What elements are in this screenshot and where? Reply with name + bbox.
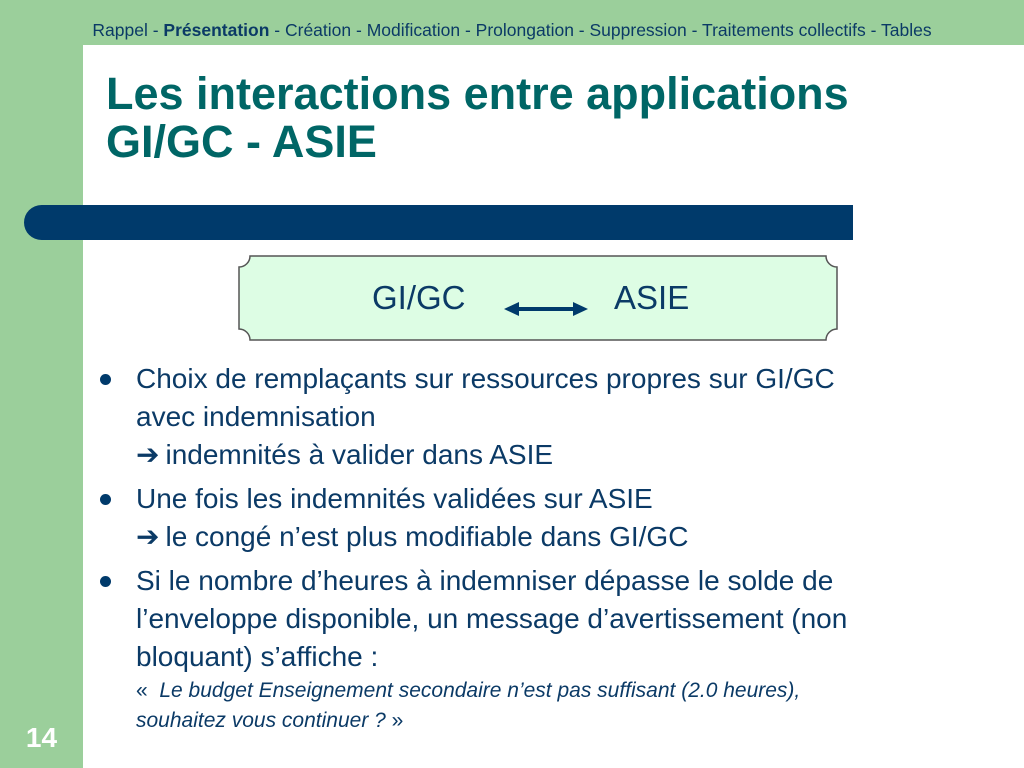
navigation-breadcrumb: Rappel - Présentation - Création - Modification - Prolongation - Suppression - Traitements collectifs - Tables bbox=[92, 20, 932, 40]
warning-message-quote: « Le budget Enseignement secondaire n’est pas suffisant (2.0 heures), souhaitez vous continuer ? » bbox=[136, 679, 801, 732]
bullet-list bbox=[98, 360, 1013, 742]
bullet-item-1: Choix de remplaçants sur ressources propres sur GI/GC avec indemnisation ➔ indemnités à valider dans ASIE bbox=[98, 360, 1013, 474]
title-bar bbox=[50, 205, 853, 240]
bullet-item-3: Si le nombre d’heures à indemniser dépasse le solde de l’enveloppe disponible, un message d’avertissement (non bloquant) s’affiche : « Le budget Enseignement secondaire n’est pas suffisant (2.0 heures), souhaitez vous continuer ? » bbox=[98, 562, 1013, 736]
nav-item-creation[interactable]: Création bbox=[284, 20, 352, 40]
card-right-label: ASIE bbox=[614, 279, 690, 316]
bullet-dot bbox=[100, 494, 111, 505]
page-title bbox=[106, 70, 1006, 166]
card-frame bbox=[238, 255, 838, 341]
nav-item-suppression[interactable]: Suppression bbox=[589, 20, 687, 40]
title-line-2: GI/GC - ASIE bbox=[106, 116, 377, 167]
card-left-label: GI/GC bbox=[372, 279, 466, 316]
left-band bbox=[0, 0, 83, 768]
nav-item-modification[interactable]: Modification bbox=[366, 20, 461, 40]
nav-item-traitements-collectifs[interactable]: Traitements collectifs bbox=[702, 20, 866, 40]
nav-item-rappel[interactable]: Rappel bbox=[92, 20, 148, 40]
page-number: 14 bbox=[25, 722, 58, 753]
double-arrow-icon bbox=[504, 299, 588, 319]
right-arrow-icon: ➔ bbox=[136, 439, 160, 470]
title-line-1: Les interactions entre applications bbox=[106, 68, 849, 119]
interaction-card bbox=[238, 255, 838, 341]
nav-item-prolongation[interactable]: Prolongation bbox=[475, 20, 574, 40]
bullet-item-2: Une fois les indemnités validées sur ASIE ➔ le congé n’est plus modifiable dans GI/GC bbox=[98, 480, 1013, 556]
bullet-dot bbox=[100, 576, 111, 587]
nav-item-tables[interactable]: Tables bbox=[881, 20, 932, 40]
bullet-dot bbox=[100, 374, 111, 385]
nav-item-presentation[interactable]: Présentation bbox=[163, 20, 270, 40]
right-arrow-icon: ➔ bbox=[136, 521, 160, 552]
